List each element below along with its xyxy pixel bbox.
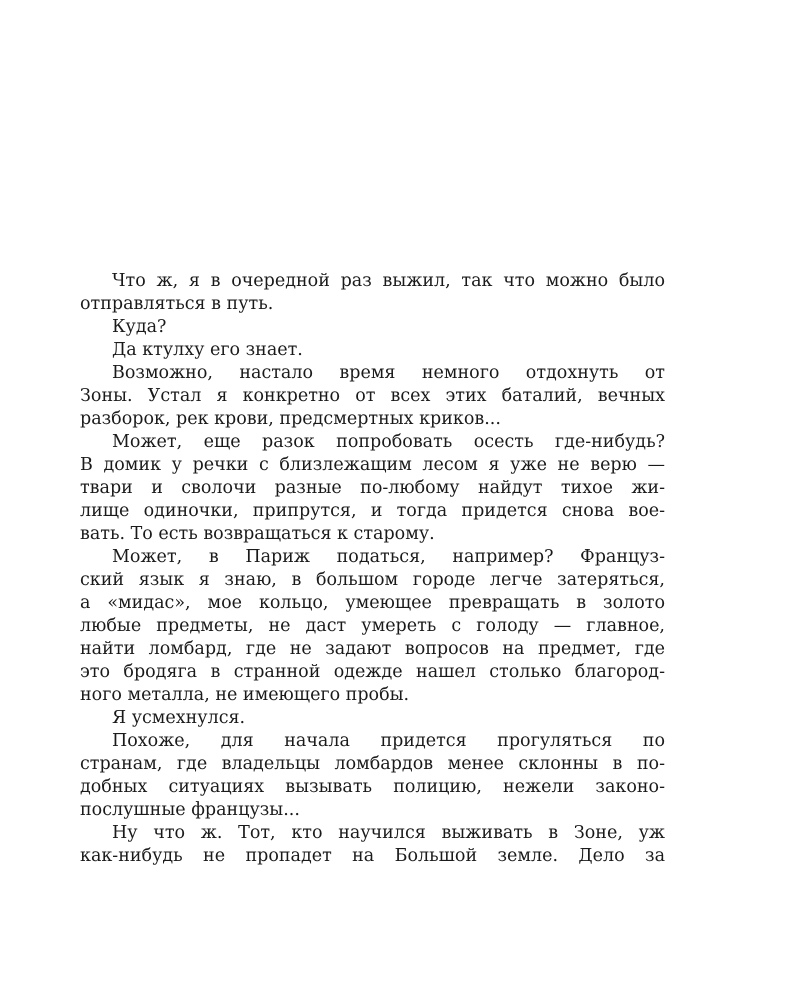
- text-line: Может, в Париж податься, например? Француз-: [112, 547, 665, 567]
- text-line: Зоны. Устал я конкретно от всех этих баталий, вечных: [80, 386, 665, 406]
- text-line: Да ктулху его знает.: [112, 340, 303, 360]
- text-line: Ну что ж. Тот, кто научился выживать в Зоне, уж: [112, 823, 665, 843]
- book-page-text: [80, 270, 665, 868]
- text-line: Я усмехнулся.: [112, 708, 246, 728]
- text-line: вать. То есть возвращаться к старому.: [80, 524, 435, 544]
- text-line: любые предметы, не даст умереть с голоду — главное,: [80, 616, 665, 636]
- text-line: это бродяга в странной одежде нашел столько благород-: [80, 662, 665, 682]
- text-line: странам, где владельцы ломбардов менее склонны в по-: [80, 754, 665, 774]
- text-line: послушные французы...: [80, 800, 300, 820]
- text-line: отправляться в путь.: [80, 294, 274, 314]
- text-line: найти ломбард, где не задают вопросов на предмет, где: [80, 639, 665, 659]
- text-line: Может, еще разок попробовать осесть где-нибудь?: [112, 432, 665, 452]
- text-line: твари и сволочи разные по-любому найдут тихое жи-: [80, 478, 665, 498]
- text-line: лище одиночки, припрутся, и тогда придется снова вое-: [80, 501, 665, 521]
- text-line: ский язык я знаю, в большом городе легче затеряться,: [80, 570, 665, 590]
- text-line: разборок, рек крови, предсмертных криков...: [80, 409, 501, 429]
- text-line: В домик у речки с близлежащим лесом я уже не верю —: [80, 455, 665, 475]
- text-line: Похоже, для начала придется прогуляться по: [112, 731, 665, 751]
- text-line: как-нибудь не пропадет на Большой земле. Дело за: [80, 846, 665, 866]
- text-line: а «мидас», мое кольцо, умеющее превращать в золото: [80, 593, 665, 613]
- text-line: добных ситуациях вызывать полицию, нежели законо-: [80, 777, 665, 797]
- text-line: Возможно, настало время немного отдохнуть от: [112, 363, 665, 383]
- text-line: ного металла, не имеющего пробы.: [80, 685, 410, 705]
- text-line: Что ж, я в очередной раз выжил, так что можно было: [112, 271, 665, 291]
- text-line: Куда?: [112, 317, 167, 337]
